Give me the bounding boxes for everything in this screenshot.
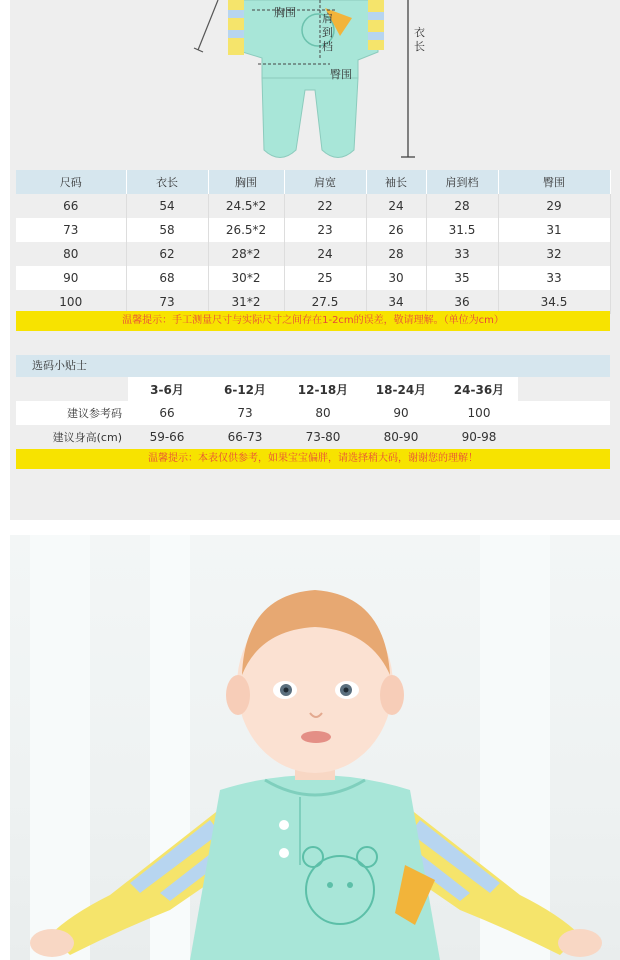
col-header: 袖长 — [366, 170, 426, 194]
table-row — [16, 194, 610, 218]
tips-table — [16, 377, 610, 449]
tips-title: 选码小贴士 — [16, 355, 610, 377]
table-cell: 28 — [366, 242, 426, 266]
table-cell: 73 — [16, 218, 126, 242]
col-header: 臀围 — [498, 170, 610, 194]
table-cell: 28 — [426, 194, 498, 218]
table-row — [16, 425, 610, 449]
baby-illustration — [10, 535, 620, 960]
table-cell: 62 — [126, 242, 208, 266]
table-cell: 31 — [498, 218, 610, 242]
table-row — [16, 218, 610, 242]
table-cell: 73-80 — [284, 425, 362, 449]
measurement-notice: 温馨提示：手工测量尺寸与实际尺寸之间存在1-2cm的误差，敬请理解。（单位为cm） — [16, 311, 610, 331]
table-cell: 68 — [126, 266, 208, 290]
row-label: 建议参考码 — [16, 401, 128, 425]
table-row — [16, 266, 610, 290]
table-row — [16, 401, 610, 425]
table-cell — [518, 425, 610, 449]
table-cell: 66-73 — [206, 425, 284, 449]
size-table-wrap — [16, 170, 610, 314]
age-header: 24-36月 — [440, 377, 518, 401]
romper-diagram — [0, 0, 610, 170]
age-header-row — [16, 377, 610, 401]
col-header: 肩宽 — [284, 170, 366, 194]
table-cell: 73 — [126, 290, 208, 314]
hip-label: 臀围 — [330, 68, 352, 81]
table-cell: 66 — [128, 401, 206, 425]
table-cell: 34 — [366, 290, 426, 314]
table-cell: 80 — [16, 242, 126, 266]
table-cell: 24 — [284, 242, 366, 266]
size-advice-notice: 温馨提示：本表仅供参考，如果宝宝偏胖，请选择稍大码，谢谢您的理解！ — [16, 449, 610, 469]
chest-label: 胸围 — [274, 6, 296, 19]
table-cell: 36 — [426, 290, 498, 314]
table-cell: 32 — [498, 242, 610, 266]
table-cell: 80 — [284, 401, 362, 425]
table-cell: 90-98 — [440, 425, 518, 449]
age-header: 12-18月 — [284, 377, 362, 401]
table-cell: 24.5*2 — [208, 194, 284, 218]
table-cell: 26.5*2 — [208, 218, 284, 242]
table-cell: 30*2 — [208, 266, 284, 290]
col-header: 肩到档 — [426, 170, 498, 194]
table-cell — [518, 401, 610, 425]
table-cell: 23 — [284, 218, 366, 242]
table-cell: 33 — [426, 242, 498, 266]
size-table-header — [16, 170, 610, 194]
row-label: 建议身高(cm) — [16, 425, 128, 449]
table-cell: 58 — [126, 218, 208, 242]
table-cell: 100 — [16, 290, 126, 314]
table-cell: 28*2 — [208, 242, 284, 266]
size-table — [16, 170, 611, 314]
blank-cell — [518, 377, 610, 401]
shoulder-crotch-label: 肩到档 — [322, 12, 333, 53]
table-cell: 90 — [16, 266, 126, 290]
table-cell: 66 — [16, 194, 126, 218]
table-cell: 27.5 — [284, 290, 366, 314]
table-cell: 33 — [498, 266, 610, 290]
age-header: 6-12月 — [206, 377, 284, 401]
table-cell: 31.5 — [426, 218, 498, 242]
age-header: 3-6月 — [128, 377, 206, 401]
table-cell: 29 — [498, 194, 610, 218]
tips-table-wrap — [16, 377, 610, 449]
table-row — [16, 242, 610, 266]
table-cell: 31*2 — [208, 290, 284, 314]
col-header: 衣长 — [126, 170, 208, 194]
table-cell: 100 — [440, 401, 518, 425]
table-cell: 80-90 — [362, 425, 440, 449]
age-header: 18-24月 — [362, 377, 440, 401]
col-header: 尺码 — [16, 170, 126, 194]
blank-cell — [16, 377, 128, 401]
table-cell: 54 — [126, 194, 208, 218]
table-cell: 90 — [362, 401, 440, 425]
length-label: 衣长 — [414, 26, 425, 53]
baby-photo — [10, 535, 620, 960]
col-header: 胸围 — [208, 170, 284, 194]
table-cell: 34.5 — [498, 290, 610, 314]
table-cell: 24 — [366, 194, 426, 218]
table-cell: 26 — [366, 218, 426, 242]
table-cell: 22 — [284, 194, 366, 218]
table-cell: 35 — [426, 266, 498, 290]
table-cell: 30 — [366, 266, 426, 290]
table-cell: 25 — [284, 266, 366, 290]
table-cell: 73 — [206, 401, 284, 425]
table-cell: 59-66 — [128, 425, 206, 449]
